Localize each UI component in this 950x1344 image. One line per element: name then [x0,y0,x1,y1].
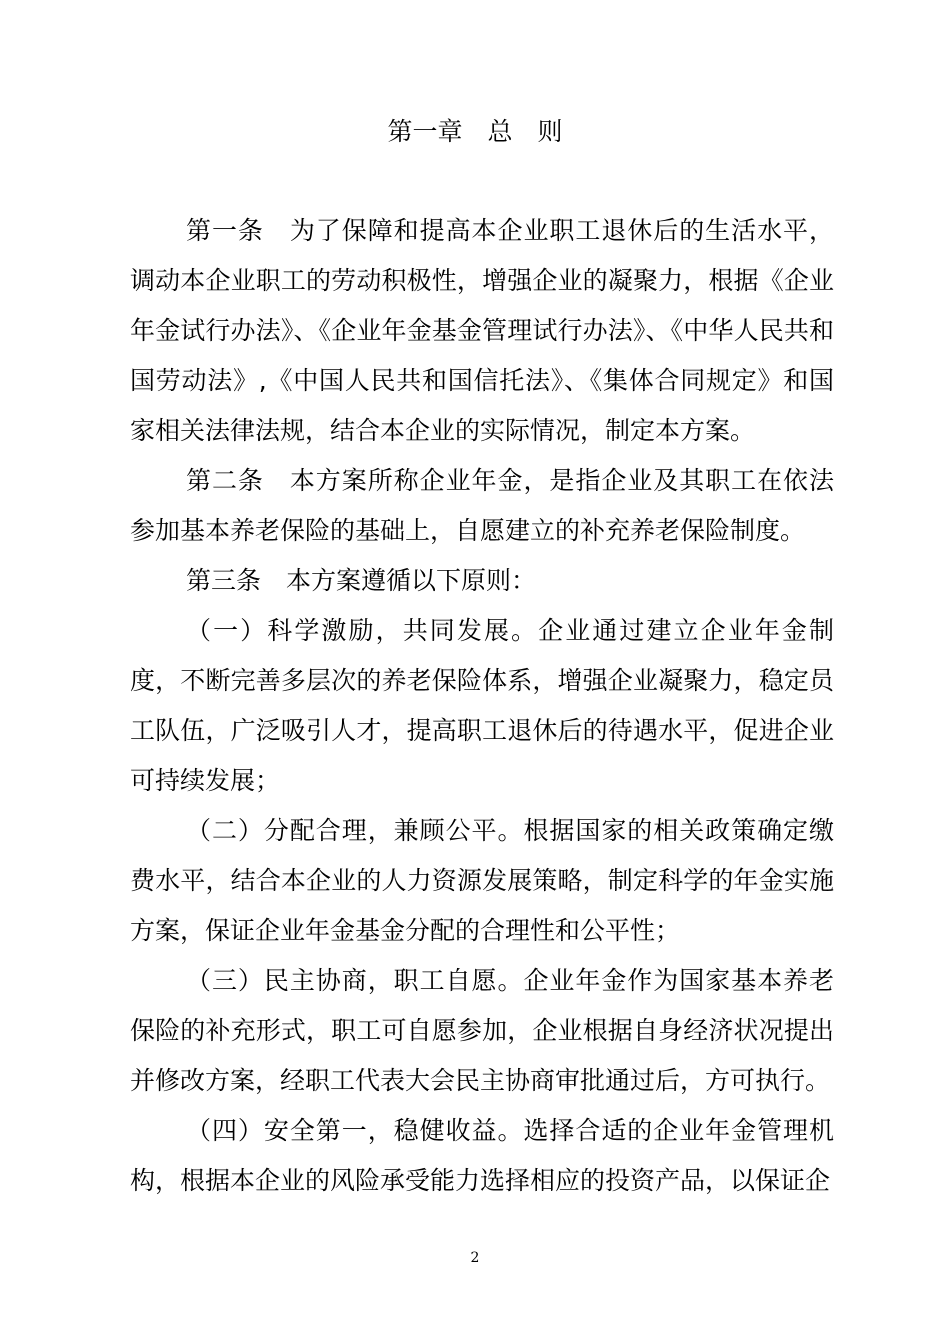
document-body [130,206,834,1206]
principle-2-paragraph: （二）分配合理，兼顾公平。根据国家的相关政策确定缴费水平，结合本企业的人力资源发展策略，制定科学的年金实施方案，保证企业年金基金分配的合理性和公平性； [130,816,834,945]
article-3-paragraph: 第三条 本方案遵循以下原则： [186,566,537,595]
chapter-title: 第一章 总 则 [387,117,563,146]
principle-3-paragraph: （三）民主协商，职工自愿。企业年金作为国家基本养老保险的补充形式，职工可自愿参加，企业根据自身经济状况提出并修改方案，经职工代表大会民主协商审批通过后，方可执行。 [130,966,834,1095]
principle-4-paragraph: （四）安全第一，稳健收益。选择合适的企业年金管理机构，根据本企业的风险承受能力选择相应的投资产品，以保证企 [130,1116,834,1195]
article-2-paragraph: 第二条 本方案所称企业年金，是指企业及其职工在依法参加基本养老保险的基础上，自愿建立的补充养老保险制度。 [130,466,834,545]
principle-1-paragraph: （一）科学激励，共同发展。企业通过建立企业年金制度，不断完善多层次的养老保险体系，增强企业凝聚力，稳定员工队伍，广泛吸引人才，提高职工退休后的待遇水平，促进企业可持续发展； [130,616,834,795]
page-number: 2 [470,1250,480,1266]
article-1-paragraph: 第一条 为了保障和提高本企业职工退休后的生活水平，调动本企业职工的劳动积极性，增强企业的凝聚力，根据《企业年金试行办法》、《企业年金基金管理试行办法》、《中华人民共和国劳动法》,《中国人民共和国信托法》、《集体合同规定》和国家相关法律法规，结合本企业的实际情况，制定本方案。 [130,216,834,445]
